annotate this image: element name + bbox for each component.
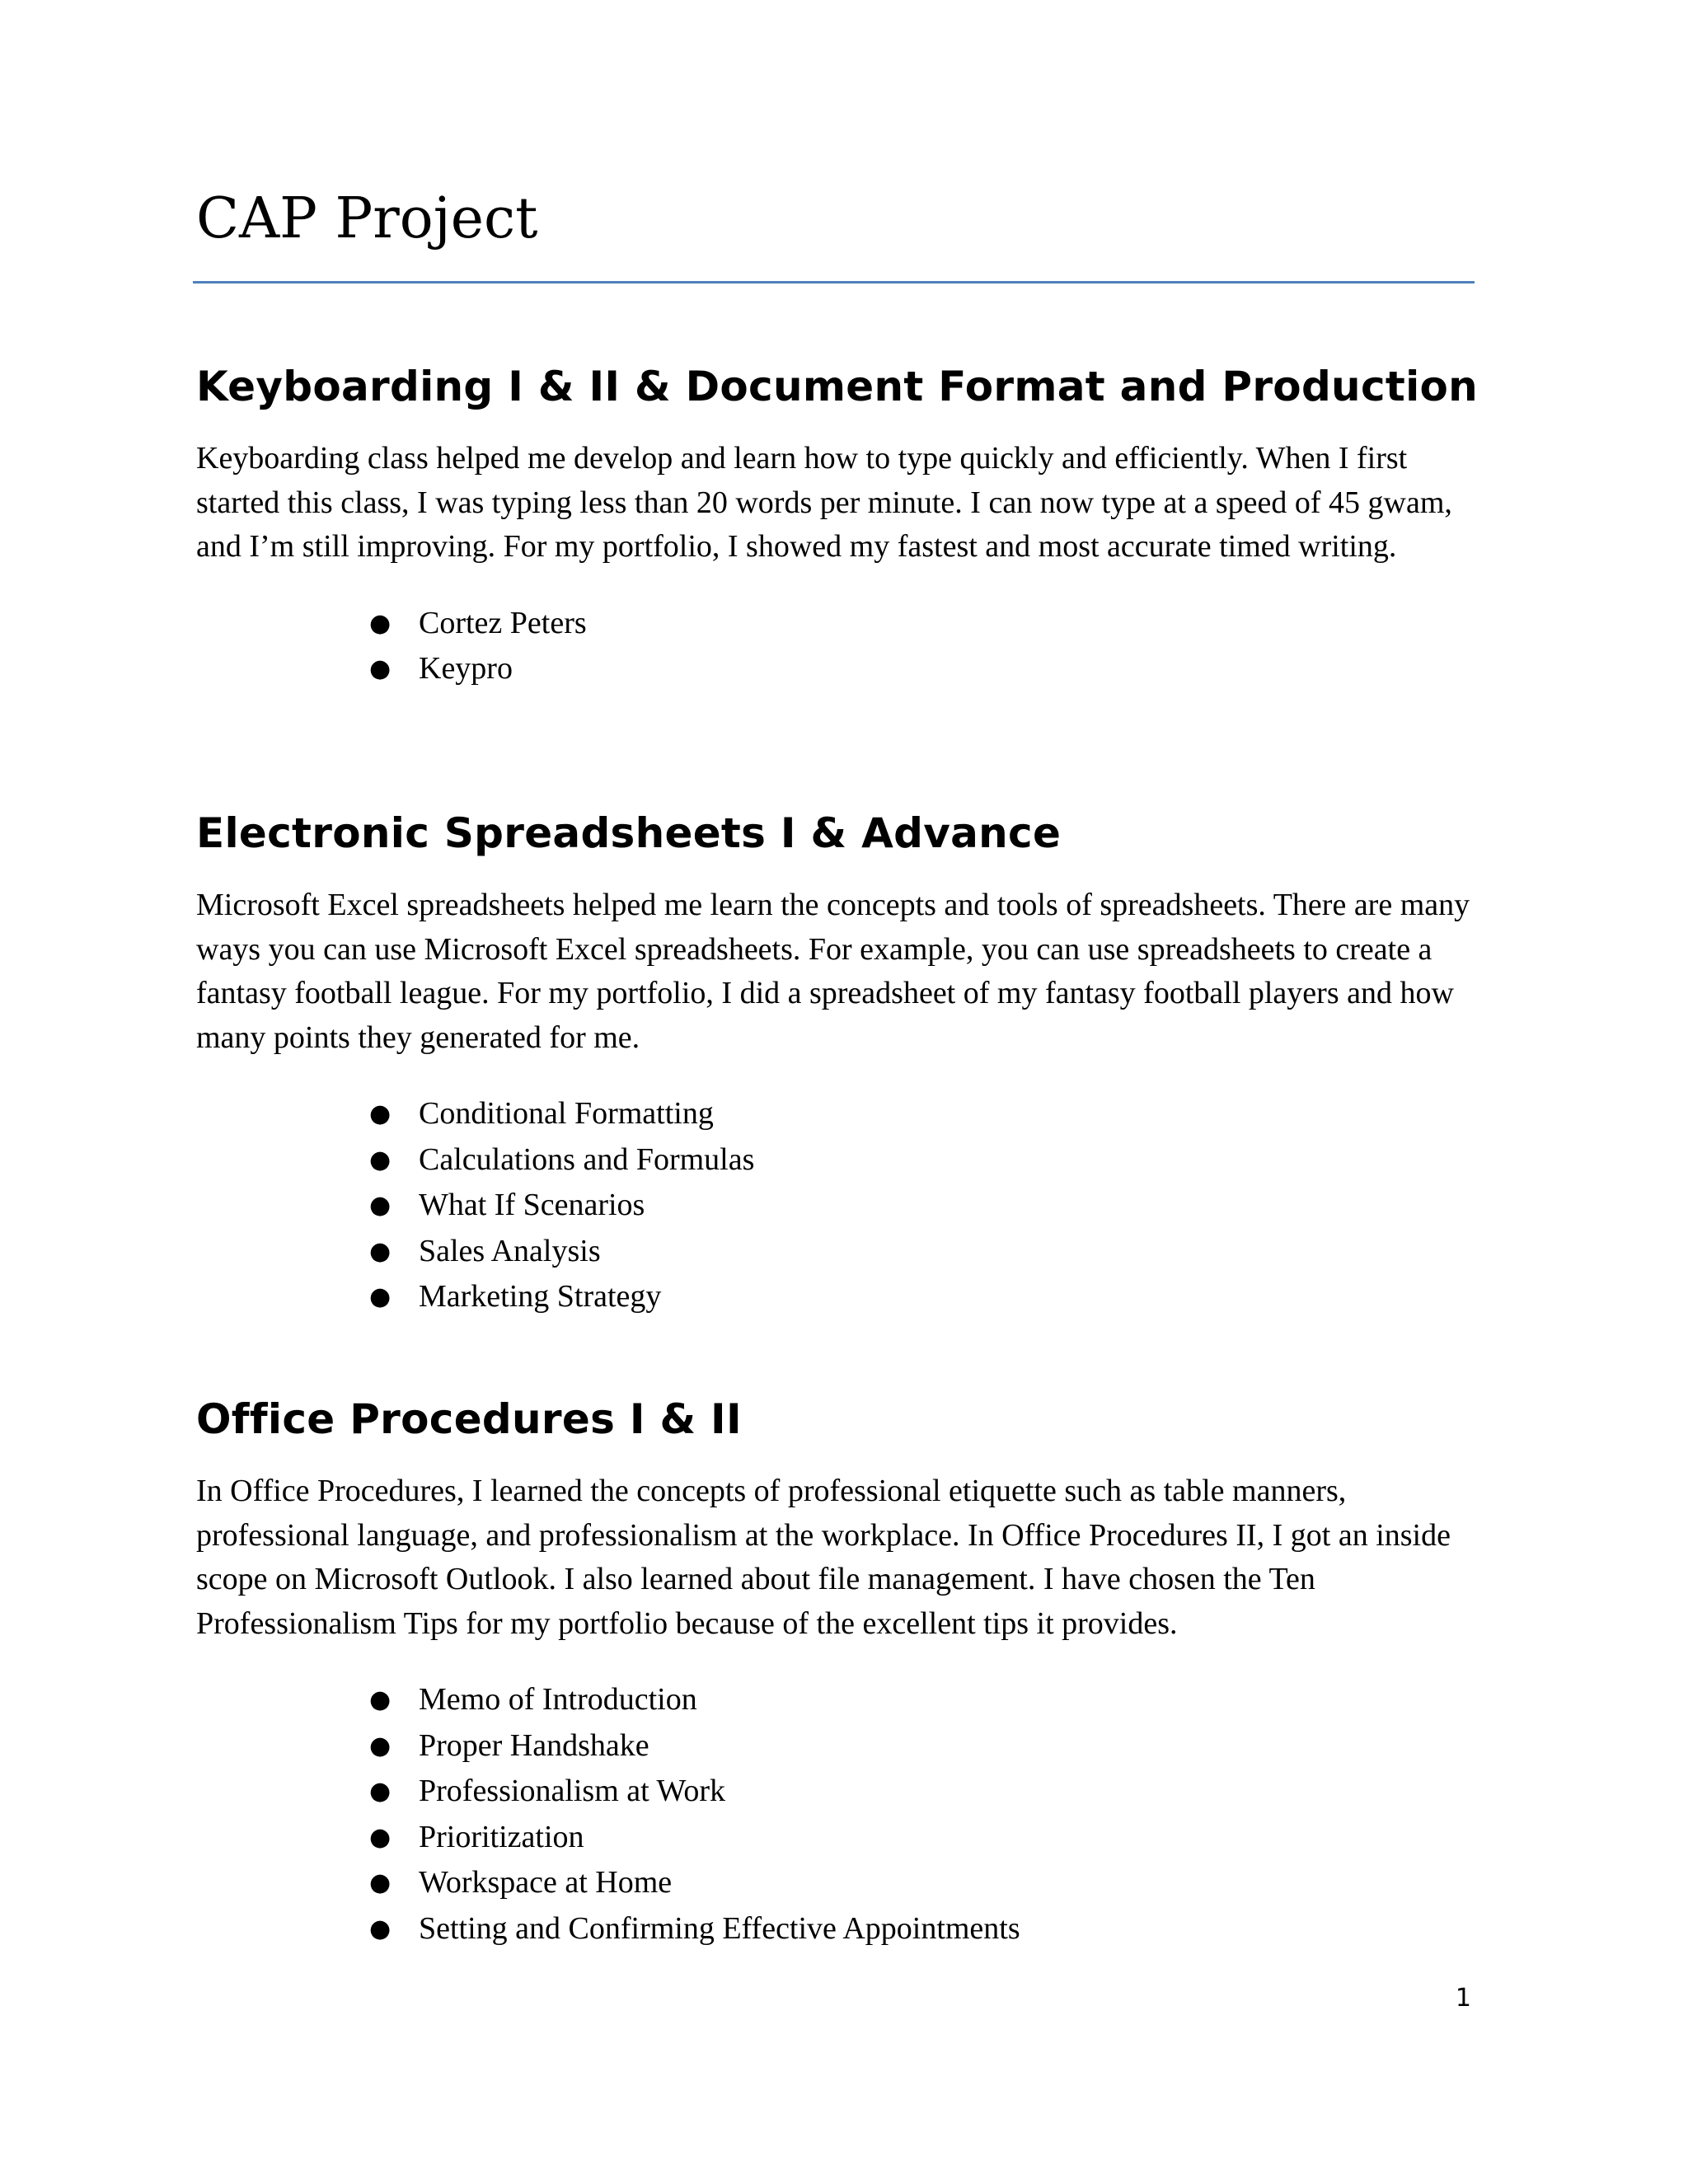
- list-item: [196, 601, 1482, 647]
- list-item: [196, 1815, 1482, 1861]
- list-item-text: Workspace at Home: [419, 1865, 673, 1900]
- list-item: [196, 1769, 1482, 1815]
- list-item: [196, 1137, 1482, 1183]
- list-item-text: Setting and Confirming Effective Appointments: [419, 1910, 1020, 1946]
- list-item-text: Calculations and Formulas: [419, 1141, 755, 1177]
- bullet-dot-icon: ●: [369, 1868, 392, 1898]
- list-item: [196, 1723, 1482, 1769]
- section-paragraph: In Office Procedures, I learned the concepts of professional etiquette such as table manners, professional language, and professionalism at the workplace. In Office Procedures II, I got an inside scope on Microsoft Outlook. I also learned about file management. I have chosen the Ten Professionalism Tips for my portfolio because of the excellent tips it provides.: [196, 1474, 1451, 1641]
- list-item: [196, 1860, 1482, 1906]
- bullet-dot-icon: ●: [369, 654, 392, 684]
- list-item: [196, 1274, 1482, 1320]
- list-item: [196, 646, 1482, 692]
- list-item: [196, 1091, 1482, 1137]
- section-paragraph: Keyboarding class helped me develop and learn how to type quickly and efficiently. When I first started this class, I was typing less than 20 words per minute. I can now type at a speed of 45 gwam, and I’m still improving. For my portfolio, I showed my fastest and most accurate timed writing.: [196, 441, 1452, 564]
- bullet-dot-icon: ●: [369, 1685, 392, 1714]
- bullet-dot-icon: ●: [369, 1236, 392, 1266]
- section-heading: Keyboarding I & II & Document Format and Production: [196, 363, 1479, 410]
- bullet-dot-icon: ●: [369, 1145, 392, 1174]
- list-item-text: Memo of Introduction: [419, 1682, 697, 1717]
- list-item-text: Cortez Peters: [419, 605, 587, 640]
- list-item-text: Marketing Strategy: [419, 1279, 662, 1315]
- bullet-dot-icon: ●: [369, 1822, 392, 1852]
- bullet-dot-icon: ●: [369, 1099, 392, 1128]
- section-heading: Electronic Spreadsheets I & Advance: [196, 809, 1062, 857]
- title-divider: [193, 281, 1475, 284]
- bullet-list: [196, 1677, 1482, 1952]
- list-item-text: Keypro: [419, 651, 513, 687]
- list-item-text: Prioritization: [419, 1819, 584, 1854]
- bullet-dot-icon: ●: [369, 1191, 392, 1221]
- list-item: [196, 1906, 1482, 1952]
- section-keyboarding: [196, 363, 1482, 692]
- list-item-text: Sales Analysis: [419, 1233, 601, 1268]
- bullet-list: [196, 1091, 1482, 1320]
- list-item: [196, 1183, 1482, 1229]
- bullet-dot-icon: ●: [369, 608, 392, 638]
- bullet-dot-icon: ●: [369, 1282, 392, 1312]
- bullet-dot-icon: ●: [369, 1914, 392, 1943]
- section-spreadsheets: [196, 809, 1482, 1320]
- page-title: CAP Project: [196, 186, 538, 251]
- section-office-procedures: [196, 1395, 1482, 1952]
- bullet-list: [196, 601, 1482, 692]
- list-item: [196, 1229, 1482, 1275]
- list-item: [196, 1677, 1482, 1723]
- section-heading: Office Procedures I & II: [196, 1395, 742, 1443]
- bullet-dot-icon: ●: [369, 1731, 392, 1760]
- list-item-text: Professionalism at Work: [419, 1774, 725, 1809]
- list-item-text: Conditional Formatting: [419, 1096, 714, 1131]
- section-paragraph: Microsoft Excel spreadsheets helped me learn the concepts and tools of spreadsheets. There are many ways you can use Microsoft Excel spreadsheets. For example, you can use spreadsheets to create a fantasy football league. For my portfolio, I did a spreadsheet of my fantasy football players and how many points they generated for me.: [196, 888, 1470, 1055]
- list-item-text: What If Scenarios: [419, 1188, 645, 1223]
- list-item-text: Proper Handshake: [419, 1727, 649, 1763]
- page-number: 1: [1455, 1984, 1471, 2013]
- bullet-dot-icon: ●: [369, 1777, 392, 1807]
